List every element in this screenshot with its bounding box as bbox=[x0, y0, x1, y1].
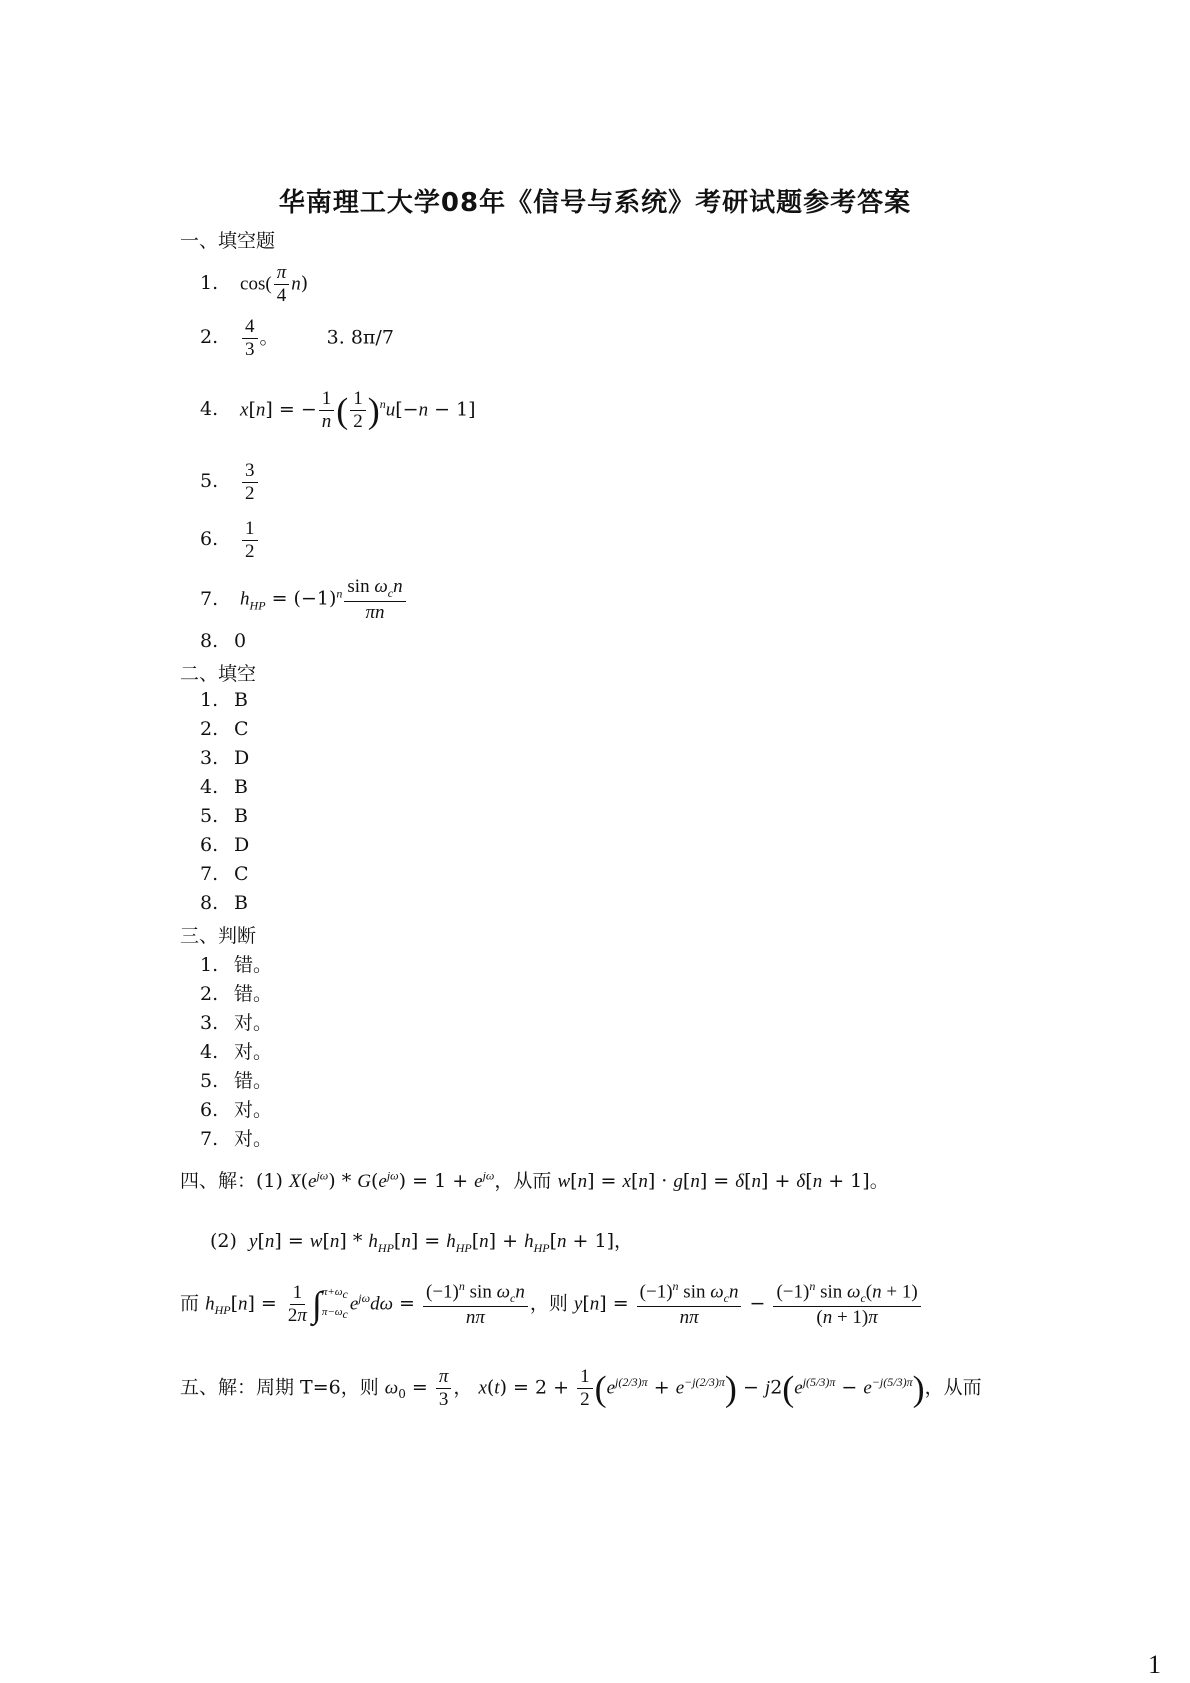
judge-item-6: 6. 对。 bbox=[200, 1099, 273, 1121]
fill-item-6: 6. $\frac{1}{2}$ bbox=[200, 518, 260, 563]
choice-item-6: 6. D bbox=[200, 834, 250, 856]
choice-item-4: 4. B bbox=[200, 776, 248, 798]
problem-5-line-1: 五、解：周期 T=6，则 $\omega_0$ = $\frac{\pi}{3}$ ， x(t) = 2 + $\frac{1}{2}$ $(e^{j(2/3)\pi} + e^{-j(2/3)\pi}) - j2(e^{j(5/3)\pi} - e^{-j(5/3)\pi})$，从而 bbox=[180, 1366, 982, 1410]
problem-4-line-3: 而 $h_{HP}[n]$ = $\frac{1}{2\pi}$ ∫ $\pi+\omega_c$ $\pi-\omega_c$ $e^{j\omega}d\omega$ = $\frac{(-1)^n \sin \omega_cn}{n\pi}$ ，则 y[n] = $\frac{(-1)^n \sin \omega_cn}{n\pi}$ − $\frac{(-1)^n \sin \omega_c(n + 1)}{(n + 1)\pi}$ bbox=[180, 1280, 923, 1329]
fill-item-7: 7. $h_{HP} = (-1)^n$ $\frac{\sin \omega_cn}{\pi n}$ bbox=[200, 576, 408, 623]
judge-item-7: 7. 对。 bbox=[200, 1128, 273, 1150]
page-title: 华南理工大学08年《信号与系统》考研试题参考答案 bbox=[278, 188, 912, 218]
choice-item-7: 7. C bbox=[200, 863, 249, 885]
choice-item-5: 5. B bbox=[200, 805, 248, 827]
fill-item-1: 1. cos( $\frac{\pi}{4}$ n) bbox=[200, 262, 309, 306]
judge-item-1: 1. 错。 bbox=[200, 954, 273, 976]
choice-item-1: 1. B bbox=[200, 689, 248, 711]
choice-item-8: 8. B bbox=[200, 892, 248, 914]
judge-item-4: 4. 对。 bbox=[200, 1041, 273, 1063]
fill-item-8: 8. 0 bbox=[200, 630, 247, 652]
problem-4-line-2: (2) $y[n] = w[n] * h_{HP}[n] = h_{HP}[n] + h_{HP}[n + 1]$， bbox=[210, 1230, 634, 1255]
problem-4-line-1: 四、解：(1) $X(e^{j\omega}) * G(e^{j\omega}) = 1 + e^{j\omega}$，从而 w[n] = x[n] · g[n] = δ[n] + δ[n + 1]。 bbox=[180, 1168, 889, 1192]
section-heading-1: 一、填空题 bbox=[180, 230, 276, 252]
section-heading-3: 三、判断 bbox=[180, 925, 257, 947]
judge-item-3: 3. 对。 bbox=[200, 1012, 273, 1034]
fill-item-2-3: 2. $\frac{4}{3}$ 。 3. 8π/7 bbox=[200, 316, 394, 360]
fill-item-4: 4. x[n] = − $\frac{1}{n}$ ( $\frac{1}{2}$ )$^n$u[−n − 1] bbox=[200, 388, 476, 432]
choice-item-3: 3. D bbox=[200, 747, 250, 769]
section-heading-2: 二、填空 bbox=[180, 663, 257, 685]
choice-item-2: 2. C bbox=[200, 718, 249, 740]
judge-item-5: 5. 错。 bbox=[200, 1070, 273, 1092]
fill-item-5: 5. $\frac{3}{2}$ bbox=[200, 460, 260, 505]
judge-item-2: 2. 错。 bbox=[200, 983, 273, 1005]
page-number: 1 bbox=[1148, 1650, 1161, 1679]
